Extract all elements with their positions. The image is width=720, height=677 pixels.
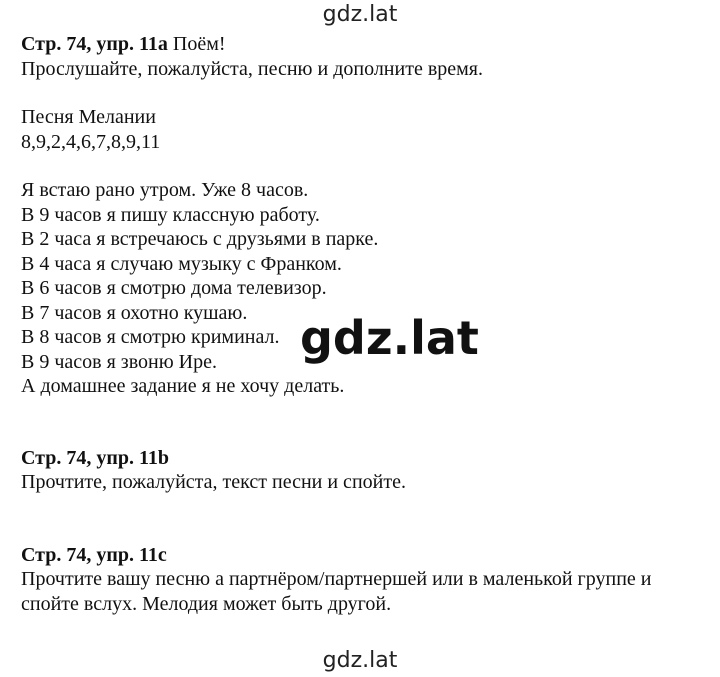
answer-numbers: 8,9,2,4,6,7,8,9,11 (21, 130, 161, 153)
lyric-line: В 8 часов я смотрю криминал. (21, 326, 280, 348)
exercise-11a-title: Поём! (167, 33, 226, 55)
lyric-line: А домашнее задание я не хочу делать. (21, 375, 345, 397)
exercise-11c-heading: Стр. 74, упр. 11c (21, 543, 167, 566)
exercise-11a-heading-line (21, 32, 711, 57)
lyric-line: В 9 часов я пишу классную работу. (21, 203, 320, 226)
lyric-line: В 7 часов я охотно кушаю. (21, 301, 248, 324)
lyric-line: В 9 часов я звоню Ире. (21, 350, 217, 373)
lyric-line: В 2 часа я встречаюсь с друзьями в парке. (21, 228, 379, 250)
watermark-bottom: gdz.lat (322, 648, 398, 673)
watermark-center: gdz.lat (298, 308, 481, 368)
exercise-11a-instruction: Прослушайте, пожалуйста, песню и дополните время. (21, 57, 483, 80)
lyric-line: В 6 часов я смотрю дома телевизор. (21, 277, 327, 299)
exercise-11a-heading: Стр. 74, упр. 11a (21, 33, 168, 55)
exercise-11c-instruction-line2: спойте вслух. Мелодия может быть другой. (21, 592, 392, 615)
exercise-11b-heading: Стр. 74, упр. 11b (21, 446, 170, 469)
exercise-11c-instruction-line1: Прочтите вашу песню а партнёром/партнершей или в маленькой группе и (21, 568, 652, 590)
watermark-top: gdz.lat (322, 2, 398, 27)
lyric-line: В 4 часа я случаю музыку с Франком. (21, 252, 342, 275)
song-title: Песня Мелании (21, 106, 156, 128)
exercise-11b-instruction: Прочтите, пожалуйста, текст песни и спойте. (21, 471, 406, 493)
lyric-line: Я встаю рано утром. Уже 8 часов. (21, 179, 309, 201)
